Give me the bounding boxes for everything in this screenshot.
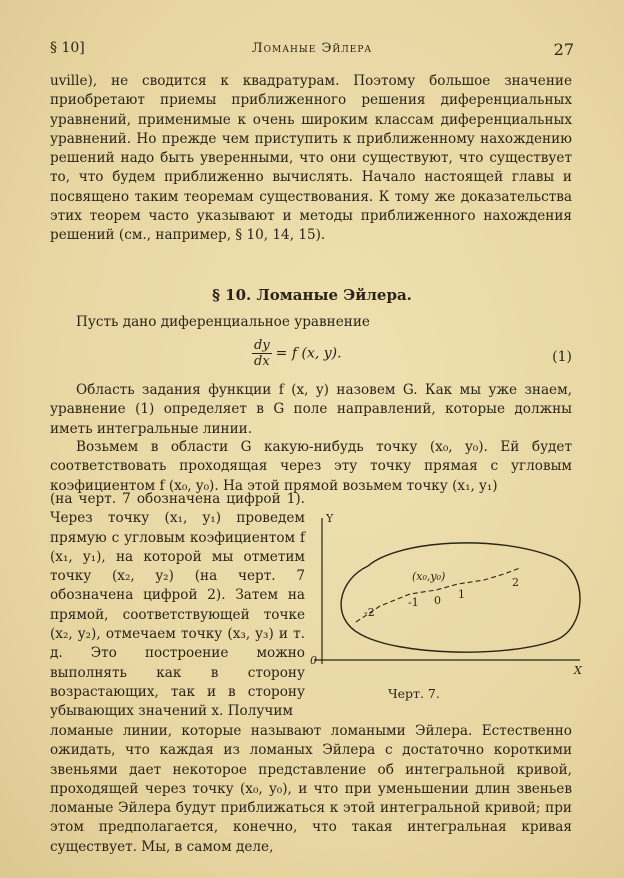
x-axis-label: X [574,664,582,677]
header-section: § 10] [50,40,85,56]
equation-rhs: = f (x, y). [275,345,342,362]
header-title: Ломаные Эйлера [251,41,373,56]
tick-2: 2 [512,576,519,589]
domain-paragraph [50,381,572,439]
tail-paragraph [50,722,572,857]
origin-label: 0 [310,654,317,667]
take-point-paragraph [50,438,572,496]
initial-point-label: (x₀,y₀) [412,570,446,583]
derivative-fraction [252,338,272,369]
figure-caption: Черт. 7. [388,686,440,701]
given-paragraph [50,313,572,332]
wrapped-paragraph [50,490,305,722]
equation-number: (1) [552,349,572,365]
wrapped-text: (на черт. 7 обозначена цифрой 1). Через точку (x₁, y₁) проведем прямую с угловым коэфициентом f (x₁, y₁), на которой мы отметим точку (x₂, y₂) (на черт. 7 обозначена цифрой 2). Затем на прямой, соответствующей точке (x₂, y₂), отмечаем точку (x₃, y₃) и т. д. Это построение можно выполнять как в сторону возрастающих, так и в сторону убывающих значений x. Получим [50,491,305,720]
running-header [50,40,574,60]
given-text: Пусть дано диференциальное уравнение [76,314,370,330]
figure-7-drawing [308,508,590,686]
intro-text: uville), не сводится к квадратурам. Поэтому большое значение приобретают приемы приближенного решения диференциальных уравнений, применимые к очень широким классам диференциальных уравнений. Но прежде чем приступить к приближенному нахождению решений надо быть уверенными, что они существуют, что существует то, что будем приближенно вычислять. Начало настоящей главы и посвящено таким теоремам существования. К тому же доказательства этих теорем часто указывают и методы приближенного нахождения решений (см., например, § 10, 14, 15). [50,73,572,244]
intro-paragraph [50,72,572,246]
tick-minus-1: -1 [408,596,419,609]
fraction-denominator: dx [254,354,270,369]
fraction-numerator: dy [254,338,270,353]
tick-0: 0 [434,594,441,607]
page-number: 27 [553,40,574,59]
differential-equation [252,338,342,369]
domain-text: Область задания функции f (x, y) назовем G. Как мы уже знаем, уравнение (1) определяет в G поле направлений, которые должны иметь интегральные линии. [50,382,572,437]
y-axis-label: Y [326,512,334,525]
figure-7 [308,508,590,686]
tick-1: 1 [458,588,465,601]
tail-text: ломаные линии, которые называют ломаными Эйлера. Естественно ожидать, что каждая из ломаных Эйлера с достаточно короткими звеньями дает некоторое представление об интегральной кривой, проходящей через точку (x₀, y₀), и что при уменьшении длин звеньев ломаные Эйлера будут приближаться к этой интегральной кривой; при этом предполагается, конечно, что такая интегральная кривая существует. Мы, в самом деле, [50,723,572,855]
section-heading: § 10. Ломаные Эйлера. [212,286,412,304]
tick-minus-2: -2 [364,606,375,619]
take-point-text: Возьмем в области G какую-нибудь точку (x₀, y₀). Ей будет соответствовать проходящая через эту точку прямая с угловым коэфициентом f (x₀, y₀). На этой прямой возьмем точку (x₁, y₁) [50,439,572,494]
